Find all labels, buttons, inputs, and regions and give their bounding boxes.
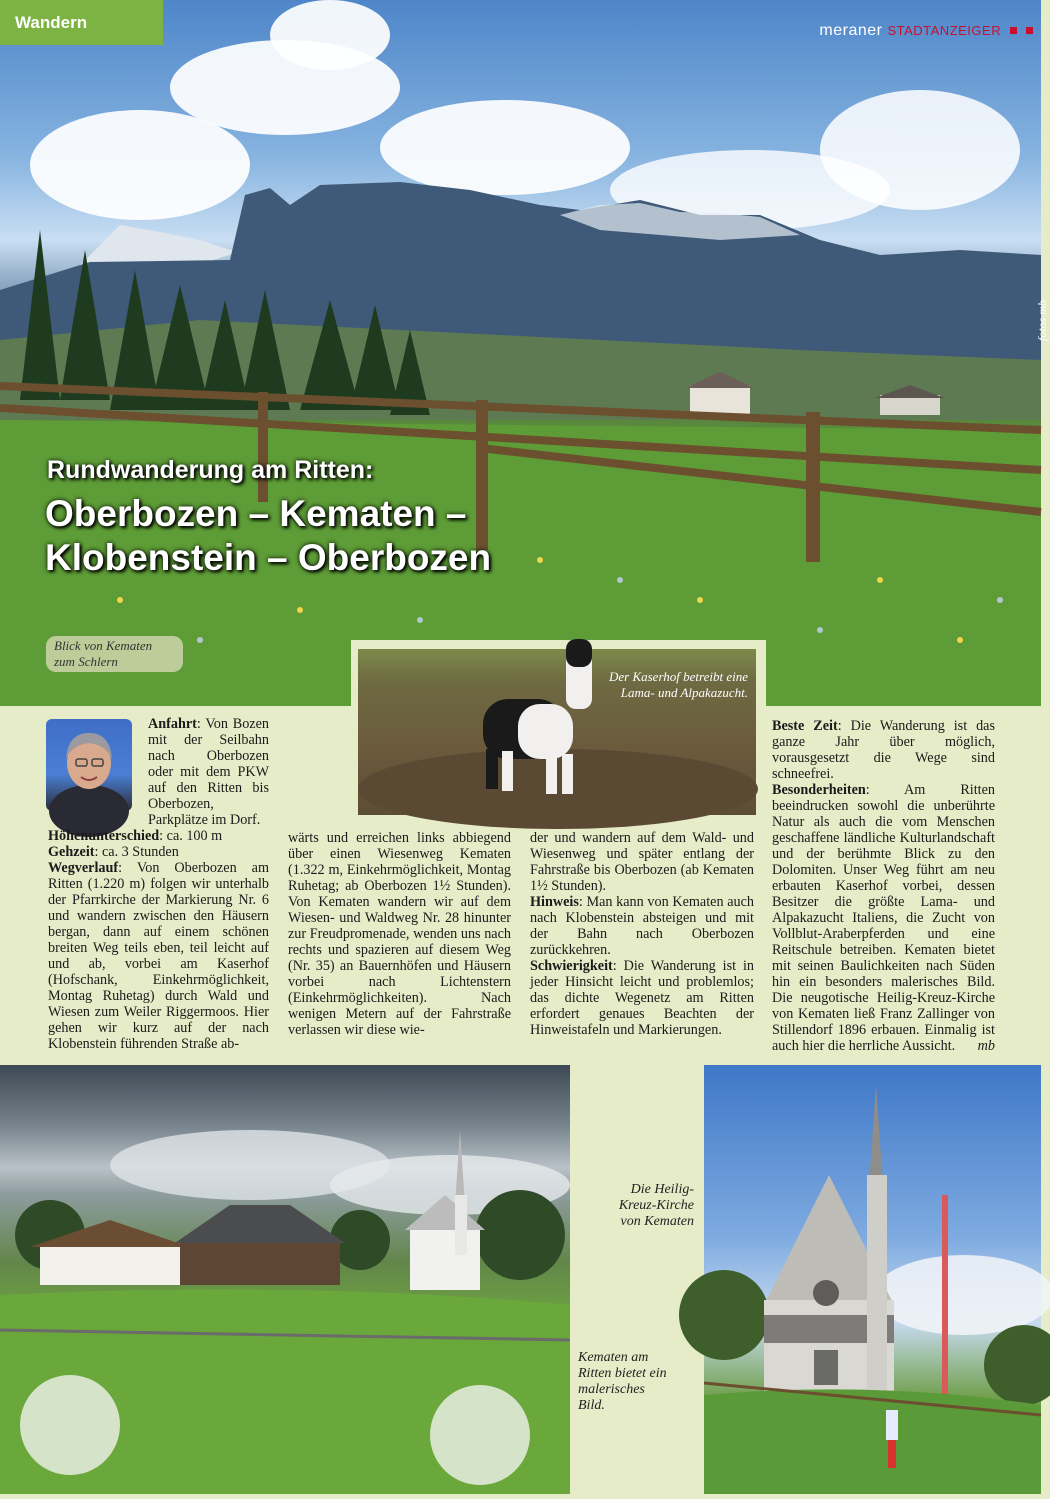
text-column-3 xyxy=(530,830,754,1038)
text-anfahrt xyxy=(148,716,269,828)
church-photo xyxy=(704,1065,1041,1494)
author-portrait-image xyxy=(46,719,132,811)
church-caption-text: Die Heilig-Kreuz-Kirche von Kematen xyxy=(618,1182,694,1229)
author-portrait xyxy=(46,719,132,811)
text-wegverlauf-cont: wärts und erreichen links abbiegend über einen Wiesenweg Kematen (1.322 m, Einkehrmöglichkeit, Montag Ruhetag; ab Oberbozen 1½ Stunden). Von Kematen wandern wir auf dem Wiesen- und Waldweg Nr. 28 hinunter zur Freudpromenade, wenden uns nach rechts und spazieren auf diesem Weg (Nr. 35) an Bauernhöfen und Häusern vorbei nach Lichtenstern (Einkehrmöglichkeiten). Nach wenigen Metern auf der Fahrstraße verlassen wir diese wie- xyxy=(288,830,511,1038)
llama-caption: Der Kaserhof betreibt eine Lama- und Alpakazucht. xyxy=(608,669,748,700)
label-anfahrt: Anfahrt xyxy=(148,716,197,732)
article-kicker: Rundwanderung am Ritten: xyxy=(47,456,374,484)
text-column-4 xyxy=(772,718,995,1054)
title-line-2: Klobenstein – Oberbozen xyxy=(45,537,492,578)
village-illustration xyxy=(0,1065,570,1494)
label-besonderheiten: Besonderheiten xyxy=(772,782,866,798)
text-beste-zeit: : Die Wanderung ist das ganze Jahr über möglich, vorausgesetzt die Wege sind schneefrei. xyxy=(772,718,996,782)
hero-photo xyxy=(0,0,1049,706)
text-hinweis: : Man kann von Kematen auch nach Klobenstein absteigen und mit der Bahn nach Oberbozen zurückkehren. xyxy=(530,894,754,958)
text-gehzeit: : ca. 3 Stunden xyxy=(94,844,179,860)
text-besonderheiten: : Am Ritten beeindrucken sowohl die unberührte Natur als auch die vom Menschen geschaffene ländliche Kulturlandschaft und der berühmte Blick zu den Dolomiten. Unser Weg führt am neu erbauten Kaserhof vorbei, dessen Besitzer die größte Lama- und Alpakazucht Italiens, die Zucht von Vollblut-Araberpferden und eine Reitschule betreiben. Kematen bietet mit seinen Baulichkeiten nach Süden hin ein besonders malerisches Bild. Die neugotische Heilig-Kreuz-Kirche von Kematen ließ Franz Zallinger von Stillendorf 1896 erbauen. Einmalig ist auch hier die herrliche Aussicht. xyxy=(772,782,995,1054)
label-gehzeit: Gehzeit xyxy=(48,844,95,860)
label-hinweis: Hinweis xyxy=(530,894,579,910)
author-signature: mb xyxy=(977,1038,995,1054)
photo-credit: fotos mb xyxy=(1035,300,1049,342)
masthead-logo xyxy=(819,22,1033,40)
masthead-square-icon xyxy=(1010,27,1017,34)
text-anfahrt-body: : Von Bozen mit der Seilbahn nach Oberbozen oder mit dem PKW auf den Ritten bis Oberbozen, Parkplätze im Dorf. xyxy=(148,716,269,828)
label-schwierigkeit: Schwierigkeit xyxy=(530,958,613,974)
label-wegverlauf: Wegverlauf xyxy=(48,860,119,876)
village-photo xyxy=(0,1065,570,1494)
section-tab: Wandern xyxy=(0,0,163,45)
masthead-brand: meraner xyxy=(819,22,883,39)
text-wegverlauf: : Von Oberbozen am Ritten (1.220 m) folgen wir unterhalb der Pfarrkirche der Markierung Nr. 6 und wandern zwischen den Häusern bergan, dann auf einem schönen breiten Weg teils eben, teil leicht auf und ab, vorbei am Kaserhof (Hofschank, Einkehrmöglichkeit, Montag Ruhetag) durch Wald und Wiesen zum Weiler Riggermoos. Hier gehen wir kurz auf der nach Klobenstein führenden Straße ab- xyxy=(48,860,269,1052)
text-column-1 xyxy=(48,828,269,1052)
masthead-title: STADTANZEIGER xyxy=(887,23,1002,38)
village-caption-text: Kematen am Ritten bietet ein malerisches Bild. xyxy=(578,1350,667,1413)
text-hoehe: : ca. 100 m xyxy=(159,828,223,844)
label-beste-zeit: Beste Zeit xyxy=(772,718,838,734)
text-column-2 xyxy=(288,830,511,1038)
article-title xyxy=(45,492,491,580)
church-illustration xyxy=(704,1065,1041,1494)
text-schwierigkeit: : Die Wanderung ist in jeder Hinsicht leicht und problemlos; das dichte Wegenetz am Ritten erfordert genaues Beachten der Hinweistafeln und Markierungen. xyxy=(530,958,754,1038)
label-hoehe: Höhenunterschied xyxy=(48,828,160,844)
text-wegverlauf-end: der und wandern auf dem Wald- und Wiesenweg und später entlang der Fahrstraße bis Oberbozen (ab Kematen 1½ Stunden). xyxy=(530,830,754,894)
masthead-square-icon xyxy=(1026,27,1033,34)
church-caption xyxy=(598,1182,694,1230)
landscape-illustration xyxy=(0,0,1041,706)
hero-caption: Blick von Kematen zum Schlern xyxy=(46,636,183,672)
title-line-1: Oberbozen – Kematen – xyxy=(45,493,467,534)
llama-photo xyxy=(358,649,756,815)
village-caption xyxy=(578,1350,670,1414)
